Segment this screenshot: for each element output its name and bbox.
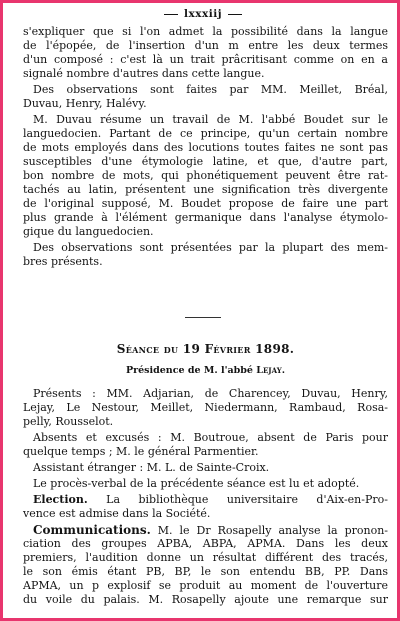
text-line: susceptibles d'une étymologie latine, et que, d'autre part,: [23, 155, 388, 168]
text-line: Duvau, Henry, Halévy.: [23, 97, 147, 110]
presidence-line: [23, 364, 388, 378]
text-line: Assistant étranger : M. L. de Sainte-Croix.: [33, 461, 270, 474]
seance-prefix: Séance du: [116, 342, 179, 356]
header-dash-right: [228, 14, 242, 15]
text-line: Lejay, Le Nestour, Meillet, Niedermann, Rambaud, Rosa-: [23, 401, 388, 414]
communications-line: [33, 523, 388, 538]
text-line: ciation des groupes APBA, ABPA, APMA. Dans les deux: [23, 537, 388, 550]
text-line: pelly, Rousselot.: [23, 415, 114, 428]
page-header: [3, 8, 400, 20]
text-line: bres présents.: [23, 255, 103, 268]
section-divider: [185, 317, 221, 318]
page-number: lxxxiij: [183, 8, 223, 20]
text-line: Absents et excusés : M. Boutroue, absent de Paris pour: [33, 431, 388, 444]
text-line: Des observations sont faites par MM. Meillet, Bréal,: [33, 83, 388, 96]
text-line: bon nombre de mots, qui phonétiquement peuvent être rat-: [23, 169, 388, 182]
text-line: Le procès-verbal de la précédente séance est lu et adopté.: [33, 477, 360, 490]
text-line: de l'original supposé, M. Boudet propose de faire une part: [23, 197, 388, 210]
seance-year: 1898.: [255, 342, 295, 356]
election-line: [33, 493, 388, 507]
seance-month: Février: [204, 342, 251, 356]
text-line: Présents : MM. Adjarian, de Charencey, Duvau, Henry,: [33, 387, 388, 400]
text-line: APMA, un p explosif se produit au moment de l'ouverture: [23, 579, 388, 592]
text-line: premiers, l'audition donne un résultat différent des tracés,: [23, 551, 388, 564]
president-name: Lejay.: [256, 365, 286, 376]
text-line: de mots employés dans des locutions toutes faites ne sont pas: [23, 141, 388, 154]
election-text: La bibliothèque universitaire d'Aix-en-Pro-: [106, 493, 388, 506]
text-line: le son émis étant PB, BP, le son entendu BB, PP. Dans: [23, 565, 388, 578]
text-line: de l'épopée, de l'insertion d'un m entre les deux termes: [23, 39, 388, 52]
communications-text: M. le Dr Rosapelly analyse la pronon-: [157, 524, 388, 537]
text-line: signalé nombre d'autres dans cette langue.: [23, 67, 265, 80]
text-line: plus grande à l'élément germanique dans l'analyse étymolo-: [23, 211, 388, 224]
text-line: gique du languedocien.: [23, 225, 154, 238]
text-line: Des observations sont présentées par la plupart des mem-: [33, 241, 388, 254]
text-line: languedocien. Partant de ce principe, qu'un certain nombre: [23, 127, 388, 140]
communications-label: Communications.: [33, 523, 151, 537]
text-line: s'expliquer que si l'on admet la possibilité dans la langue: [23, 25, 388, 38]
seance-day: 19: [182, 342, 201, 356]
text-line: vence est admise dans la Société.: [23, 507, 211, 520]
text-line: M. Duvau résume un travail de M. l'abbé Boudet sur le: [33, 113, 388, 126]
text-line: du voile du palais. M. Rosapelly ajoute une remarque sur: [23, 593, 388, 606]
seance-title: [23, 342, 388, 356]
text-line: tachés au latin, présentent une signification très divergente: [23, 183, 388, 196]
presidence-text: Présidence de M. l'abbé: [125, 365, 253, 376]
election-label: Election.: [33, 493, 88, 506]
header-dash-left: [164, 14, 178, 15]
text-line: quelque temps ; M. le général Parmentier.: [23, 445, 259, 458]
text-line: d'un composé : c'est là un trait prâcritisant comme on en a: [23, 53, 388, 66]
